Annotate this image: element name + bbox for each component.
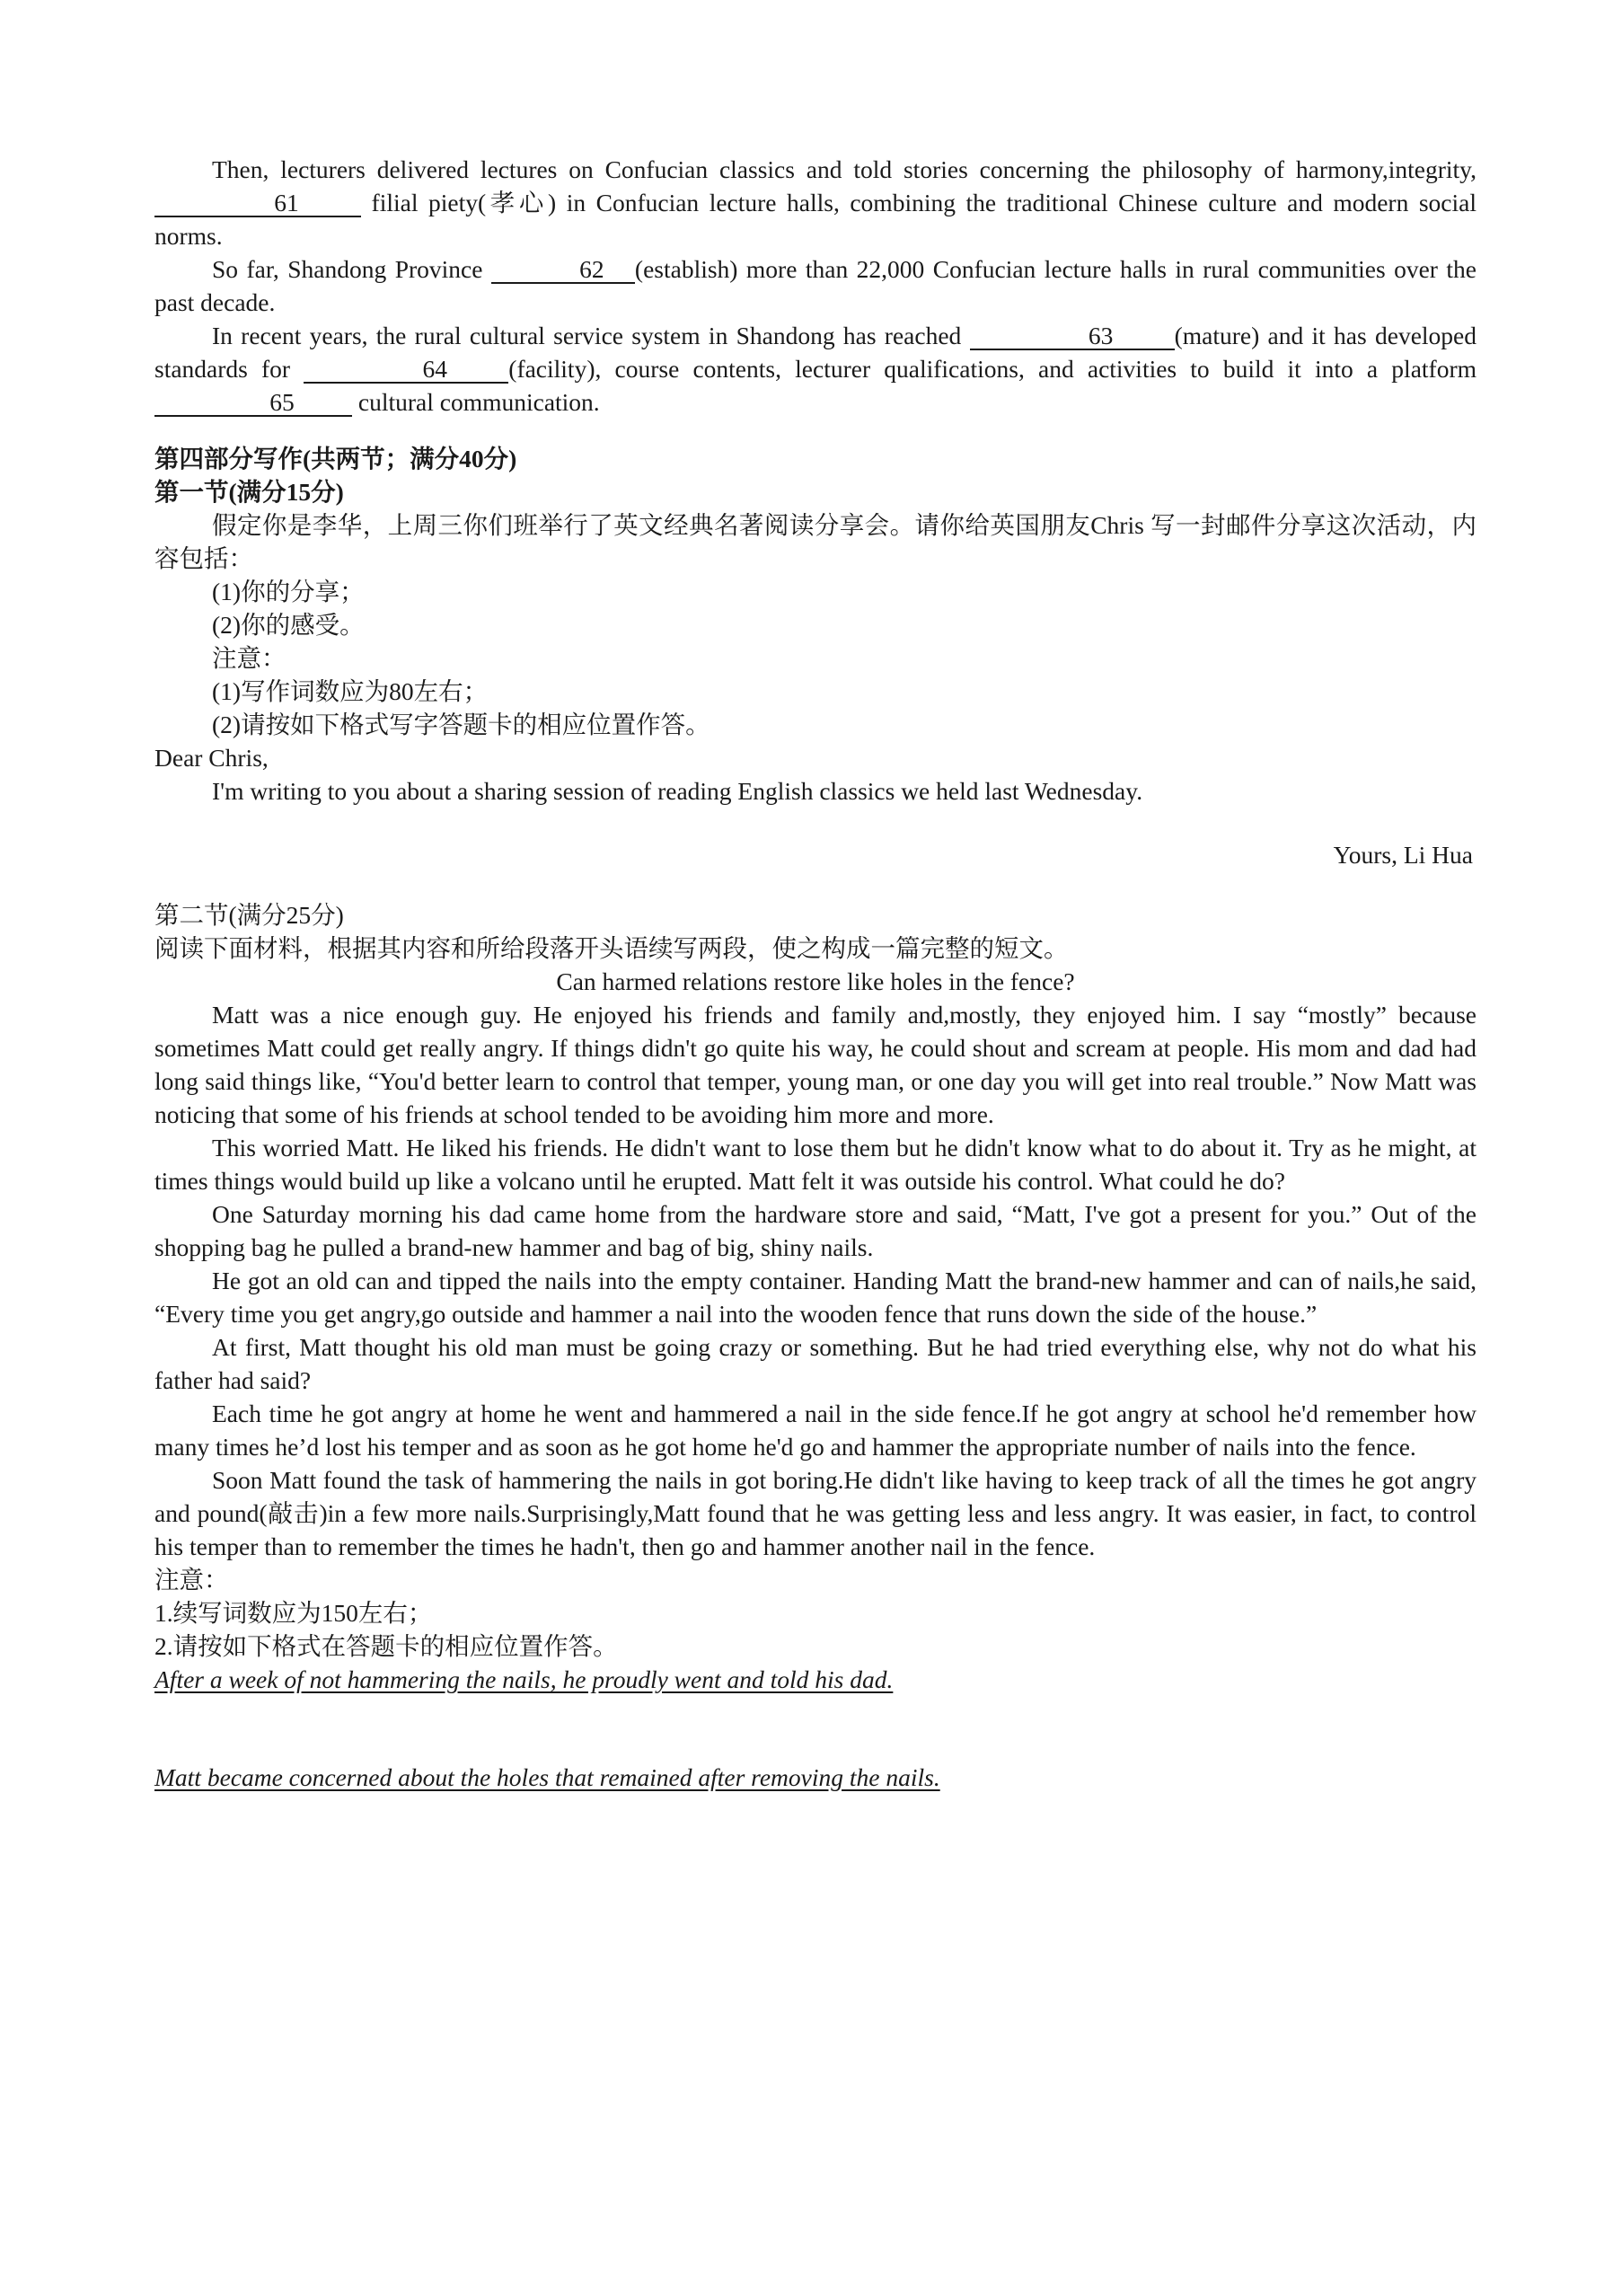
letter-opening: I'm writing to you about a sharing session of reading English classics we held last Wednesday. <box>212 777 1143 805</box>
text: cultural communication. <box>357 388 600 416</box>
section1-note-item: (2)请按如下格式写字答题卡的相应位置作答。 <box>212 711 710 738</box>
section2-title: 第二节(满分25分) <box>154 901 344 929</box>
text: So far, Shandong Province <box>212 255 483 283</box>
section2-prompt: 阅读下面材料，根据其内容和所给段落开头语续写两段，使之构成一篇完整的短文。 <box>154 934 1069 962</box>
section2-note-item: 2.请按如下格式在答题卡的相应位置作答。 <box>154 1632 618 1660</box>
section1-prompt: 假定你是李华，上周三你们班举行了英文经典名著阅读分享会。请你给英国朋友Chris 写一封邮件分享这次活动，内容包括： <box>154 511 1477 572</box>
letter-greeting: Dear Chris, <box>154 744 269 772</box>
letter-signature: Yours, Li Hua <box>1333 841 1473 869</box>
continuation-para2-start: Matt became concerned about the holes that remained after removing the nails. <box>154 1763 940 1791</box>
exam-page <box>154 153 1477 1794</box>
text: Then, lecturers delivered lectures on Confucian classics and told stories concerning the philosophy of harmony,integrity, <box>212 155 1477 183</box>
section1-item: (2)你的感受。 <box>212 611 365 639</box>
section1-note: 注意： <box>212 644 286 672</box>
blank-64: 64 <box>304 357 508 384</box>
section1-title: 第一节(满分15分) <box>154 478 344 506</box>
part4-title: 第四部分写作(共两节；满分40分) <box>154 445 517 472</box>
passage-paragraph <box>154 252 1477 319</box>
text: filial piety(孝心) in Confucian lecture halls, combining the traditional Chinese culture and modern social norms. <box>154 189 1477 250</box>
section1-note-item: (1)写作词数应为80左右； <box>212 677 489 705</box>
blank-63: 63 <box>970 323 1175 350</box>
story-paragraph: Matt was a nice enough guy. He enjoyed his friends and family and,mostly, they enjoyed him. I say “mostly” because sometimes Matt could get really angry. If things didn't go quite his way, he could shout and scream at people. His mom and dad had long said things like, “You'd better learn to control that temper, young man, or one day you will get into real trouble.” Now Matt was noticing that some of his friends at school tended to be avoiding him more and more. <box>154 1001 1477 1128</box>
story-paragraph: He got an old can and tipped the nails into the empty container. Handing Matt the brand-new hammer and can of nails,he said, “Every time you get angry,go outside and hammer a nail into the wooden fence that runs down the side of the house.” <box>154 1267 1477 1328</box>
story-title: Can harmed relations restore like holes in the fence? <box>556 967 1075 995</box>
text: (establish) more than 22,000 Confucian lecture halls in rural communities over the past decade. <box>154 255 1477 316</box>
story-paragraph: One Saturday morning his dad came home from the hardware store and said, “Matt, I've got a present for you.” Out of the shopping bag he pulled a brand-new hammer and bag of big, shiny nails. <box>154 1200 1477 1261</box>
section1-item: (1)你的分享； <box>212 578 365 605</box>
passage-paragraph <box>154 319 1477 419</box>
blank-65: 65 <box>154 390 352 417</box>
blank-61: 61 <box>154 190 361 217</box>
text: (mature) and it has developed standards for <box>154 322 1477 383</box>
text: (facility), course contents, lecturer qualifications, and activities to build it into a platform <box>508 355 1477 383</box>
story-paragraph: Soon Matt found the task of hammering the nails in got boring.He didn't like having to keep track of all the times he got angry and pound(敲击)in a few more nails.Surprisingly,Matt found that he was getting less and less angry. It was easier, in fact, to control his temper than to remember the times he hadn't, then go and hammer another nail in the fence. <box>154 1466 1477 1560</box>
story-paragraph: This worried Matt. He liked his friends. He didn't want to lose them but he didn't know what to do about it. Try as he might, at times things would build up like a volcano until he erupted. Matt felt it was outside his control. What could he do? <box>154 1134 1477 1195</box>
continuation-para1-start: After a week of not hammering the nails, he proudly went and told his dad. <box>154 1665 894 1693</box>
story-paragraph: Each time he got angry at home he went and hammered a nail in the side fence.If he got angry at school he'd remember how many times he’d lost his temper and as soon as he got home he'd go and hammer the appropriate number of nails into the fence. <box>154 1400 1477 1461</box>
blank-62: 62 <box>491 257 635 284</box>
story-paragraph: At first, Matt thought his old man must be going crazy or something. But he had tried everything else, why not do what his father had said? <box>154 1333 1477 1394</box>
passage-paragraph <box>154 153 1477 252</box>
section2-note: 注意： <box>154 1566 229 1594</box>
section2-note-item: 1.续写词数应为150左右； <box>154 1599 433 1627</box>
text: In recent years, the rural cultural service system in Shandong has reached <box>212 322 962 349</box>
